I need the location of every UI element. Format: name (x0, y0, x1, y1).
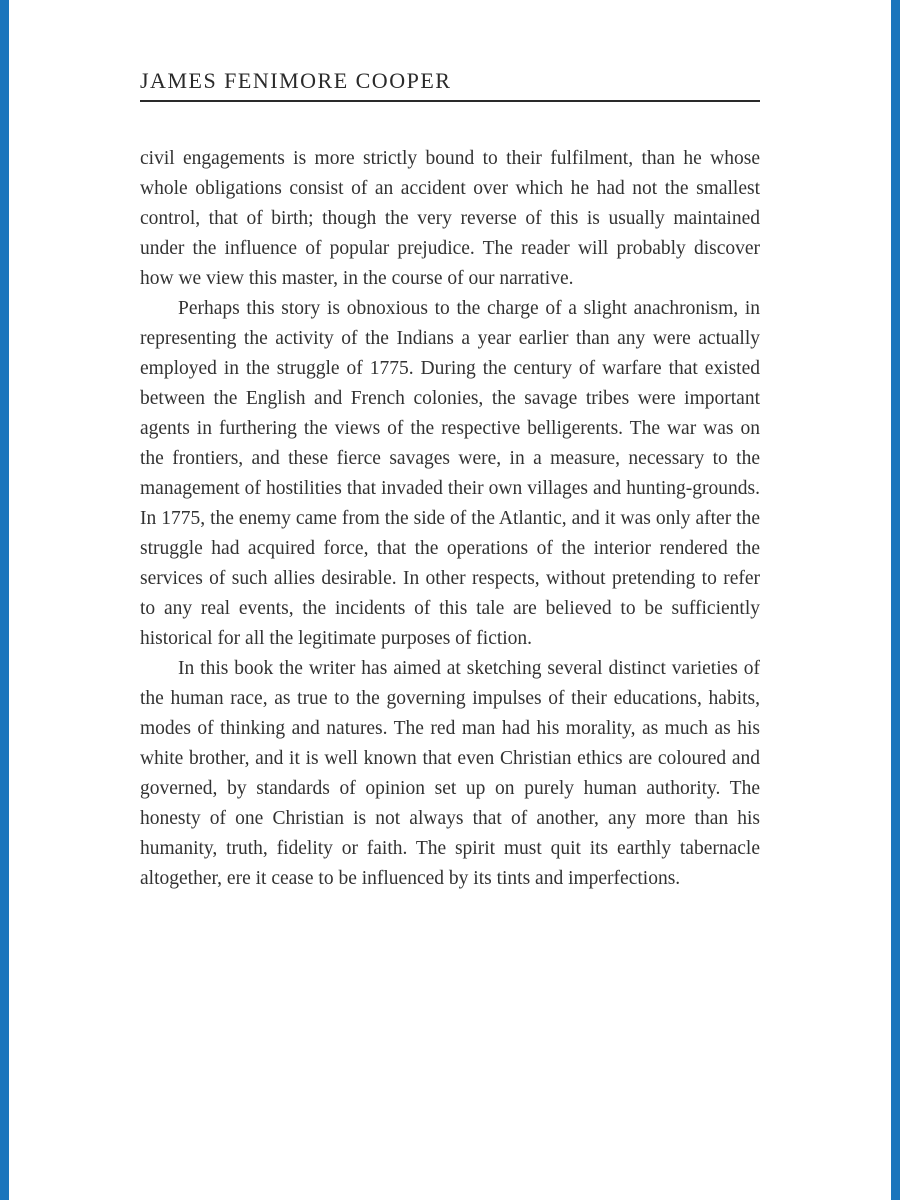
running-head: JAMES FENIMORE COOPER (140, 68, 452, 93)
header-rule (140, 100, 760, 102)
paragraph: In this book the writer has aimed at sketching several distinct varieties of the human race, as true to the governing impulses of their educations, habits, modes of thinking and natures. The red man had his morality, as much as his white brother, and it is well known that even Christian ethics are coloured and governed, by standards of opinion set up on purely human authority. The honesty of one Christian is not always that of another, any more than his humanity, truth, fidelity or faith. The spirit must quit its earthly tabernacle altogether, ere it cease to be influenced by its tints and imperfections. (140, 658, 760, 889)
left-edge-bar (0, 0, 9, 1200)
body-text (140, 144, 760, 894)
paragraph: civil engagements is more strictly bound to their fulfilment, than he whose whole obligations consist of an accident over which he had not the smallest control, that of birth; though the very reverse of this is usually maintained under the influence of popular prejudice. The reader will probably discover how we view this master, in the course of our narrative. (140, 148, 760, 289)
right-edge-bar (891, 0, 900, 1200)
paragraph: Perhaps this story is obnoxious to the charge of a slight anachronism, in representing the activity of the Indians a year earlier than any were actually employed in the struggle of 1775. During the century of warfare that existed between the English and French colonies, the savage tribes were important agents in furthering the views of the respective belligerents. The war was on the frontiers, and these fierce savages were, in a measure, necessary to the management of hostilities that invaded their own villages and hunting-grounds. In 1775, the enemy came from the side of the Atlantic, and it was only after the struggle had acquired force, that the operations of the interior rendered the services of such allies desirable. In other respects, without pretending to refer to any real events, the incidents of this tale are believed to be sufficiently historical for all the legitimate purposes of fiction. (140, 298, 760, 649)
book-page (140, 0, 760, 894)
